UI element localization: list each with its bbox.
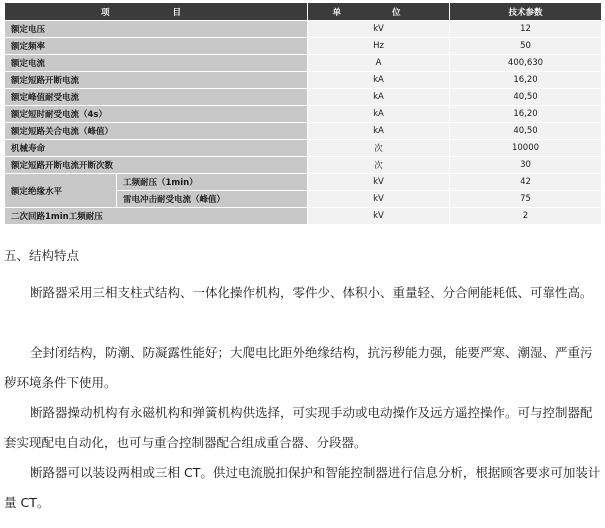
row-value: 40,50 — [450, 89, 602, 106]
paragraph-mechanism: 断路器操动机构有永磁机构和弹簧机构供选择，可实现手动或电动操作及远方遥控操作。可与控制器配套实现配电自动化，也可与重合控制器配合组成重合器、分段器。 — [4, 405, 593, 450]
row-value: 50 — [450, 38, 602, 55]
row-unit: kV — [308, 208, 450, 225]
row-item: 额定电流 — [5, 55, 308, 72]
row-item: 二次回路1min工频耐压 — [5, 208, 308, 225]
row-unit: kA — [308, 89, 450, 106]
table-row — [5, 38, 602, 55]
row-unit: 次 — [308, 140, 450, 157]
row-value: 40,50 — [450, 123, 602, 140]
row-item: 额定短路开断电流开断次数 — [5, 157, 308, 174]
row-item: 额定短路开断电流 — [5, 72, 308, 89]
table-row — [5, 140, 602, 157]
header-unit: 单 位 — [308, 3, 450, 21]
row-unit: A — [308, 55, 450, 72]
row-unit: 次 — [308, 157, 450, 174]
row-value: 400,630 — [450, 55, 602, 72]
row-item: 机械寿命 — [5, 140, 308, 157]
table-header-row — [5, 3, 602, 21]
row-subitem: 工频耐压（1min） — [117, 174, 308, 191]
table-row — [5, 89, 602, 106]
table-row — [5, 208, 602, 225]
table-row — [5, 123, 602, 140]
row-value: 10000 — [450, 140, 602, 157]
section-title: 五、结构特点 — [4, 248, 80, 263]
paragraph-structure: 断路器采用三相支柱式结构、一体化操作机构，零件少、体积小、重量轻、分合闸能耗低、可靠性高。 — [30, 285, 593, 300]
insulation-group-label: 额定绝缘水平 — [5, 174, 117, 208]
row-unit: kV — [308, 191, 450, 208]
row-subitem: 雷电冲击耐受电流（峰值） — [117, 191, 308, 208]
row-unit: kA — [308, 123, 450, 140]
row-value: 16,20 — [450, 72, 602, 89]
row-item: 额定峰值耐受电流 — [5, 89, 308, 106]
row-item: 额定电压 — [5, 21, 308, 38]
table-row — [5, 21, 602, 38]
header-value: 技术参数 — [450, 3, 602, 21]
row-value: 16,20 — [450, 106, 602, 123]
spec-table — [4, 2, 602, 225]
row-value: 75 — [450, 191, 602, 208]
table-row — [5, 174, 602, 191]
table-row — [5, 55, 602, 72]
row-item: 额定短路关合电流（峰值） — [5, 123, 308, 140]
row-unit: kA — [308, 106, 450, 123]
row-unit: kV — [308, 21, 450, 38]
paragraph-sealing: 全封闭结构，防潮、防凝露性能好；大爬电比距外绝缘结构，抗污秽能力强，能要严寒、潮湿、严重污秽环境条件下使用。 — [4, 345, 593, 390]
row-item: 额定短时耐受电流（4s） — [5, 106, 308, 123]
row-unit: kA — [308, 72, 450, 89]
row-value: 30 — [450, 157, 602, 174]
row-unit: kV — [308, 174, 450, 191]
row-value: 12 — [450, 21, 602, 38]
table-row — [5, 72, 602, 89]
row-value: 42 — [450, 174, 602, 191]
header-item: 项 目 — [5, 3, 308, 21]
paragraph-ct: 断路器可以装设两相或三相 CT。供过电流脱扣保护和智能控制器进行信息分析，根据顾客要求可加装计量 CT。 — [4, 465, 601, 510]
row-value: 2 — [450, 208, 602, 225]
row-item: 额定频率 — [5, 38, 308, 55]
row-unit: Hz — [308, 38, 450, 55]
table-row — [5, 106, 602, 123]
table-row — [5, 157, 602, 174]
